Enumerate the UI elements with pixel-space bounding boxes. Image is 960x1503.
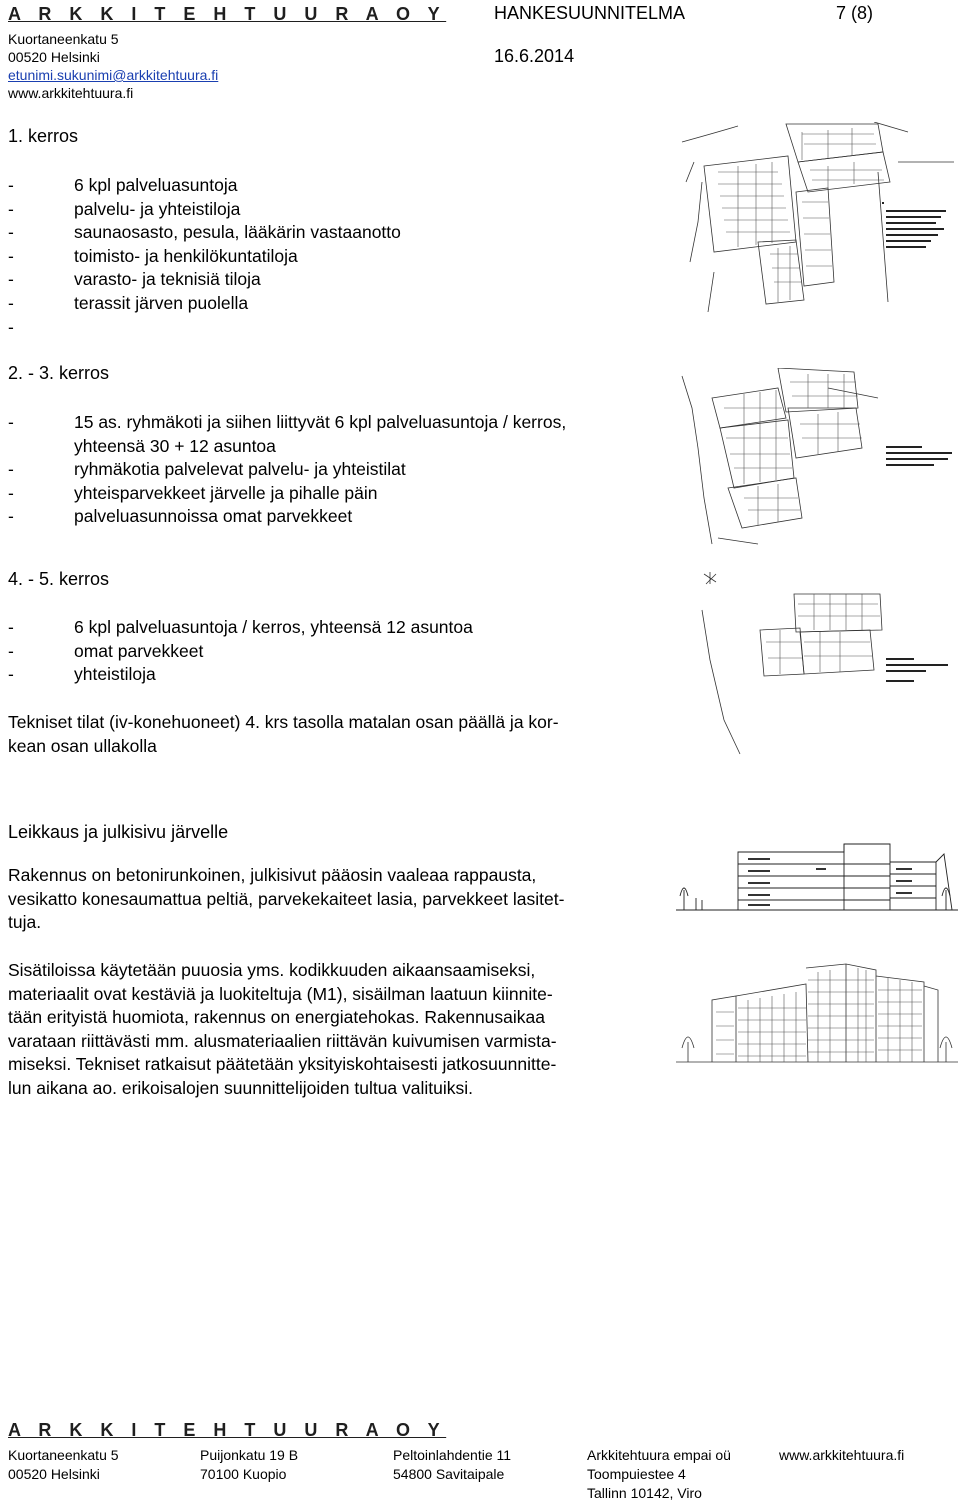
tech-rooms-line2: kean osan ullakolla <box>8 736 157 756</box>
footer-column-web <box>779 1446 904 1465</box>
header-web: www.arkkitehtuura.fi <box>8 85 134 101</box>
section-drawing <box>676 840 958 930</box>
paragraph-line: Sisätiloissa käytetään puuosia yms. kodikkuuden aikaansaamiseksi, <box>8 960 536 980</box>
section-paragraph-2 <box>8 959 557 1101</box>
list-item: - varasto- ja teknisiä tiloja <box>8 268 648 292</box>
list-item: - yhteisparvekkeet järvelle ja pihalle päin <box>8 482 688 506</box>
section-paragraph-1 <box>8 864 564 935</box>
footer-column-savitaipale <box>393 1446 511 1484</box>
footer-line: Tallinn 10142, Viro <box>587 1485 702 1501</box>
floor45-plan-drawing <box>700 570 958 756</box>
list-item: - palvelu- ja yhteistiloja <box>8 198 648 222</box>
page-number: 7 (8) <box>836 3 874 23</box>
list-item: - 6 kpl palveluasuntoja / kerros, yhteensä 12 asuntoa <box>8 616 668 640</box>
paragraph-line: Rakennus on betonirunkoinen, julkisivut pääosin vaaleaa rappausta, <box>8 865 537 885</box>
floor1-heading: 1. kerros <box>8 126 79 146</box>
footer-line: 00520 Helsinki <box>8 1466 100 1482</box>
paragraph-line: miseksi. Tekniset ratkaisut päätetään yksityiskohtaisesti jatkosuunnitte- <box>8 1054 557 1075</box>
section-heading: Leikkaus ja julkisivu järvelle <box>8 822 229 842</box>
floor45-heading: 4. - 5. kerros <box>8 569 110 589</box>
footer-column-tallinn <box>587 1446 731 1503</box>
document-title: HANKESUUNNITELMA <box>494 3 686 23</box>
list-item: - saunaosasto, pesula, lääkärin vastaanotto <box>8 221 648 245</box>
footer-line: Puijonkatu 19 B <box>200 1447 299 1463</box>
floor45-list <box>8 616 668 687</box>
footer-line: 54800 Savitaipale <box>393 1466 505 1482</box>
footer-column-helsinki <box>8 1446 119 1484</box>
document-date: 16.6.2014 <box>494 46 575 66</box>
list-item-line: yhteensä 30 + 12 asuntoa <box>74 435 276 456</box>
footer-line: Kuortaneenkatu 5 <box>8 1447 119 1463</box>
list-item: - toimisto- ja henkilökuntatiloja <box>8 245 648 269</box>
list-item: - yhteistiloja <box>8 663 668 687</box>
list-item: - omat parvekkeet <box>8 640 668 664</box>
list-item: - palveluasunnoissa omat parvekkeet <box>8 505 688 529</box>
footer-column-kuopio <box>200 1446 298 1484</box>
footer-line: Toompuiestee 4 <box>587 1466 686 1482</box>
facade-elevation-drawing <box>676 956 958 1068</box>
floor1-list <box>8 174 648 339</box>
header-city: 00520 Helsinki <box>8 49 100 65</box>
paragraph-line: materiaalit ovat kestäviä ja luokiteltuja (M1), sisäilman laatuun kiinnite- <box>8 983 553 1004</box>
footer-company-name: A R K K I T E H T U U R A O Y <box>8 1420 447 1440</box>
company-name: A R K K I T E H T U U R A O Y <box>8 4 447 24</box>
floor23-list <box>8 411 688 529</box>
paragraph-line: tään erityistä huomiota, rakennus on energiatehokas. Rakennusaikaa <box>8 1007 546 1028</box>
header-address: Kuortaneenkatu 5 <box>8 31 119 47</box>
list-item: - 6 kpl palveluasuntoja <box>8 174 648 198</box>
footer-line: Peltoinlahdentie 11 <box>393 1447 512 1463</box>
list-item: - ryhmäkotia palvelevat palvelu- ja yhteistilat <box>8 458 688 482</box>
tech-rooms-line1: Tekniset tilat (iv-konehuoneet) 4. krs tasolla matalan osan päällä ja kor- <box>8 712 559 732</box>
paragraph-line: lun aikana ao. erikoisalojen suunnittelijoiden tultua valituiksi. <box>8 1077 474 1098</box>
list-item-line: 15 as. ryhmäkoti ja siihen liittyvät 6 kpl palveluasuntoja / kerros, <box>74 412 567 432</box>
paragraph-line: varataan riittävästi mm. alusmateriaalien riittävän kuivumisen varmista- <box>8 1030 557 1051</box>
list-item: - terassit järven puolella <box>8 292 648 316</box>
paragraph-line: tuja. <box>8 912 42 933</box>
header-email-link[interactable]: etunimi.sukunimi@arkkitehtuura.fi <box>8 67 219 83</box>
footer-web: www.arkkitehtuura.fi <box>779 1447 905 1463</box>
footer-line: 70100 Kuopio <box>200 1466 287 1482</box>
floor23-heading: 2. - 3. kerros <box>8 363 110 383</box>
list-item <box>8 316 648 340</box>
list-item: - 15 as. ryhmäkoti ja siihen liittyvät 6 kpl palveluasuntoja / kerros, yhteensä 30 + 12 asuntoa <box>8 411 688 458</box>
floor23-plan-drawing <box>678 368 958 548</box>
floor1-plan-drawing <box>678 122 958 322</box>
footer-line: Arkkitehtuura empai oü <box>587 1447 731 1463</box>
paragraph-line: vesikatto konesaumattua peltiä, parvekekaiteet lasia, parvekkeet lasitet- <box>8 888 565 909</box>
